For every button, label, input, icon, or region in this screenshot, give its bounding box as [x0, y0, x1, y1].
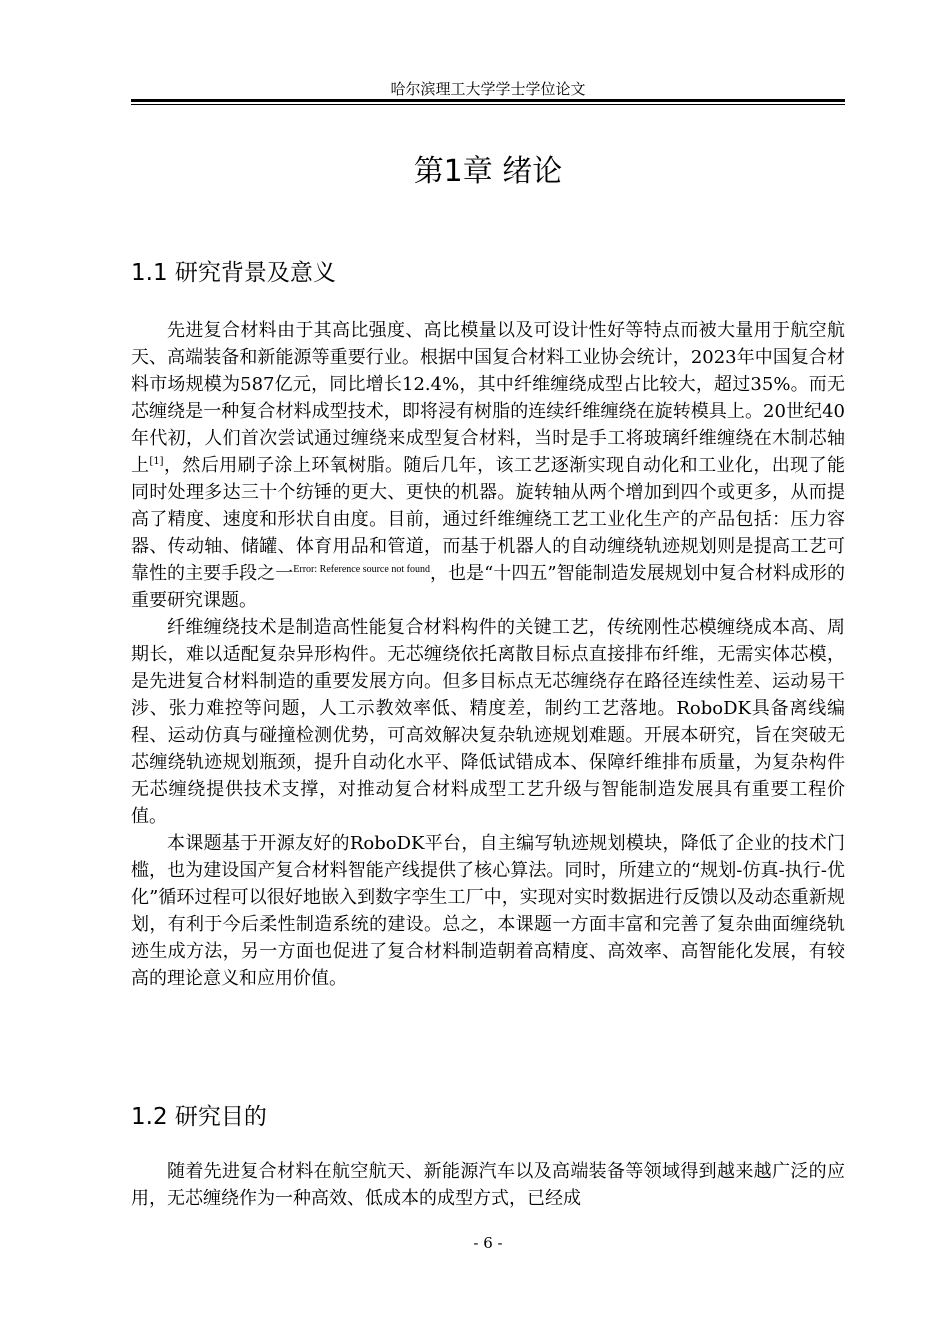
paragraph-1-part2: ，然后用刷子涂上环氧树脂。随后几年，该工艺逐渐实现自动化和工业化，出现了能同时处理多达三十个纺锤的更大、更快的机器。旋转轴从两个增加到四个或更多，从而提高了精度、速度和形状自由度。目前，通过纤维缠绕工艺工业化生产的产品包括：压力容器、传动轴、储罐、体育用品和管道，而基于机器人的自动缠绕轨迹规划则是提高工艺可靠性的主要手段之一 — [131, 455, 846, 584]
header-rule-thin — [131, 104, 845, 105]
running-header: 哈尔滨理工大学学士学位论文 — [390, 80, 586, 98]
paragraph-1 — [131, 317, 845, 614]
section-heading-1-1: 1.1 研究背景及意义 — [131, 260, 336, 286]
section-heading-1-2: 1.2 研究目的 — [131, 1104, 267, 1130]
paragraph-1-part3: ，也是“十四五”智能制造发展规划中复合材料成形的重要研究课题。 — [131, 563, 846, 611]
paragraph-4: 随着先进复合材料在航空航天、新能源汽车以及高端装备等领域得到越来越广泛的应用，无芯缠绕作为一种高效、低成本的成型方式，已经成 — [131, 1161, 845, 1209]
reference-error-field: Error: Reference source not found — [293, 564, 430, 575]
chapter-title: 第1章 绪论 — [413, 154, 563, 189]
paragraph-2: 纤维缠绕技术是制造高性能复合材料构件的关键工艺，传统刚性芯模缠绕成本高、周期长，难以适配复杂异形构件。无芯缠绕依托离散目标点直接排布纤维，无需实体芯模，是先进复合材料制造的重要发展方向。但多目标点无芯缠绕存在路径连续性差、运动易干涉、张力难控等问题，人工示教效率低、精度差，制约工艺落地。RoboDK具备离线编程、运动仿真与碰撞检测优势，可高效解决复杂轨迹规划难题。开展本研究，旨在突破无芯缠绕轨迹规划瓶颈，提升自动化水平、降低试错成本、保障纤维排布质量，为复杂构件无芯缠绕提供技术支撑，对推动复合材料成型工艺升级与智能制造发展具有重要工程价值。 — [131, 617, 845, 827]
citation-1: [1] — [149, 456, 164, 467]
paragraph-1-part1: 先进复合材料由于其高比强度、高比模量以及可设计性好等特点而被大量用于航空航天、高端装备和新能源等重要行业。根据中国复合材料工业协会统计，2023年中国复合材料市场规模为587亿元，同比增长12.4%，其中纤维缠绕成型占比较大，超过35%。而无芯缠绕是一种复合材料成型技术，即将浸有树脂的连续纤维缠绕在旋转模具上。20世纪40年代初，人们首次尝试通过缠绕来成型复合材料，当时是手工将玻璃纤维缠绕在木制芯轴上 — [131, 320, 845, 476]
section-1-1-body — [131, 317, 845, 992]
section-1-2-body — [131, 1158, 845, 1212]
paragraph-3: 本课题基于开源友好的RoboDK平台，自主编写轨迹规划模块，降低了企业的技术门槛，也为建设国产复合材料智能产线提供了核心算法。同时，所建立的“规划-仿真-执行-优化”循环过程可以很好地嵌入到数字孪生工厂中，实现对实时数据进行反馈以及动态重新规划，有利于今后柔性制造系统的建设。总之，本课题一方面丰富和完善了复杂曲面缠绕轨迹生成方法，另一方面也促进了复合材料制造朝着高精度、高效率、高智能化发展，有较高的理论意义和应用价值。 — [131, 833, 845, 989]
page-number: - 6 - — [473, 1234, 503, 1252]
header-rule-thick — [131, 99, 845, 102]
